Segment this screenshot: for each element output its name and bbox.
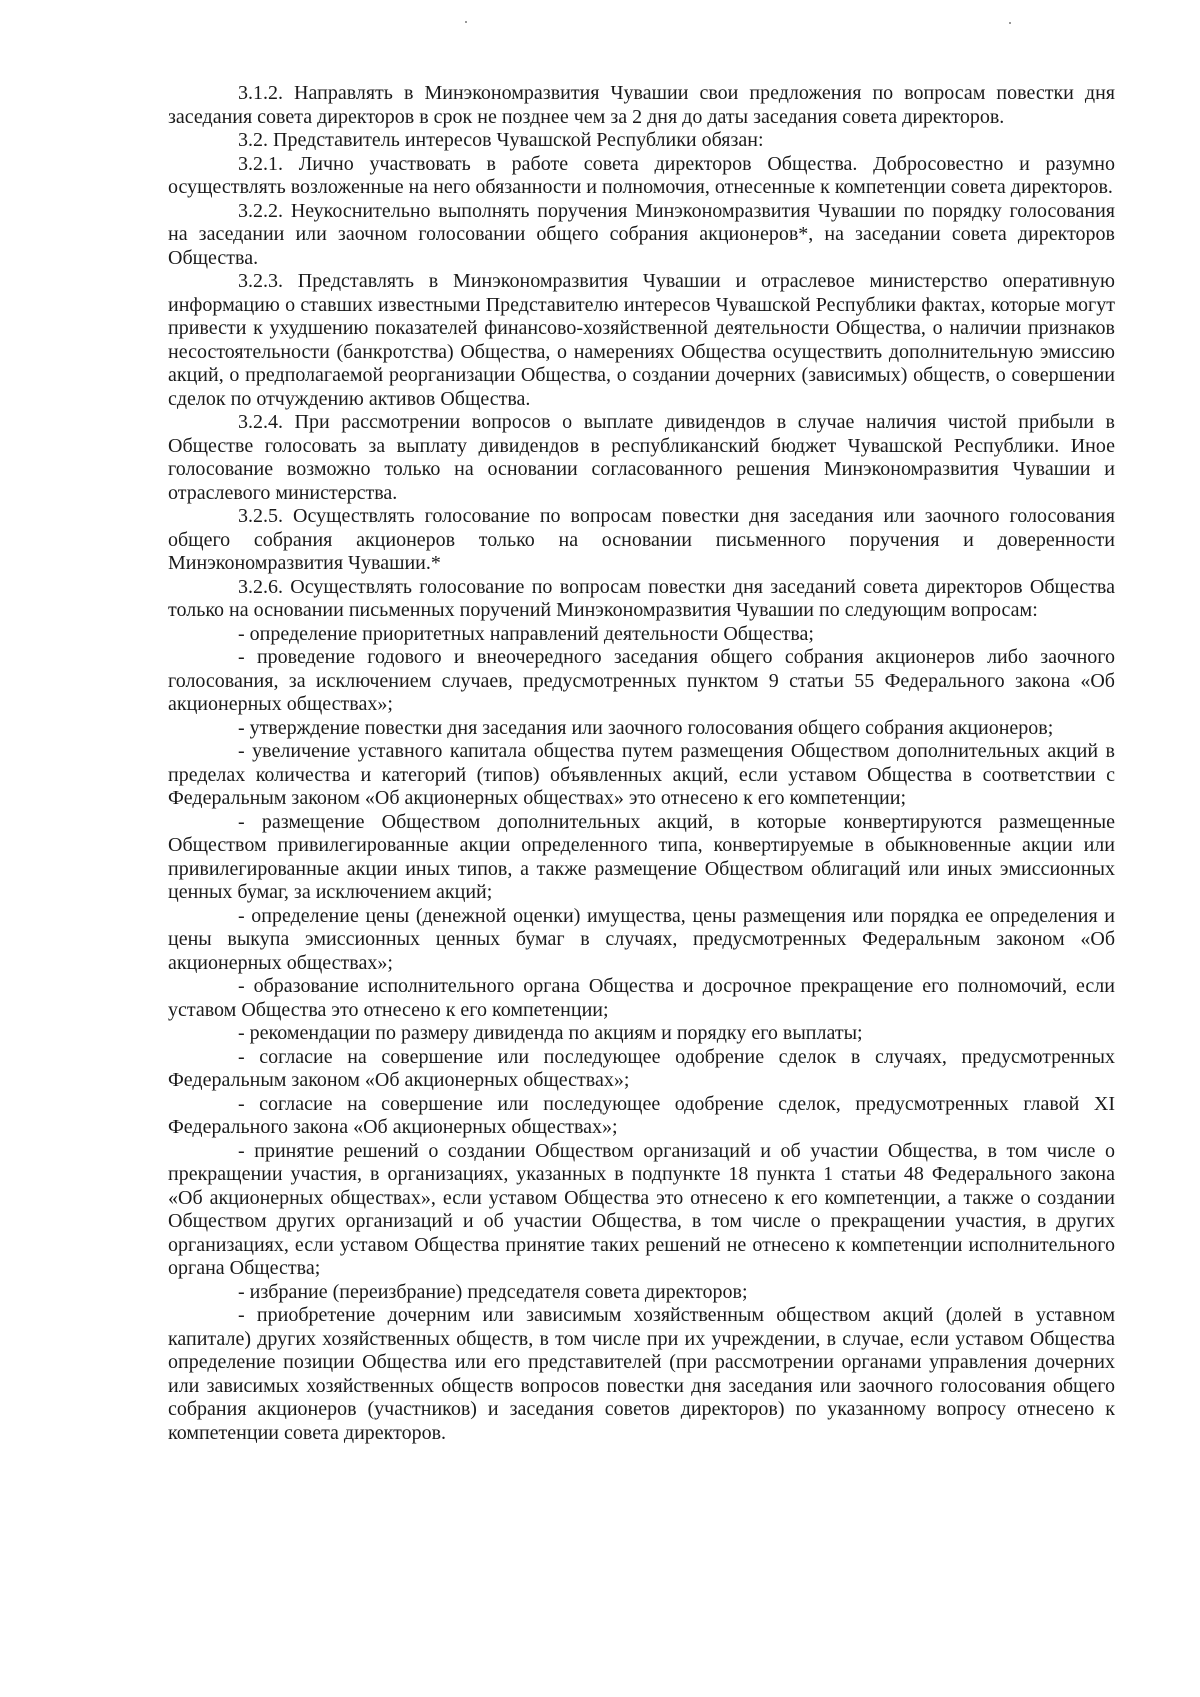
list-item: - согласие на совершение или последующее одобрение сделок в случаях, предусмотренных Федеральным законом «Об акционерных обществах»; bbox=[168, 1045, 1115, 1091]
list-item: - избрание (переизбрание) председателя совета директоров; bbox=[238, 1280, 748, 1303]
paragraph-3-2-4: 3.2.4. При рассмотрении вопросов о выплате дивидендов в случае наличия чистой прибыли в Обществе голосовать за выплату дивидендов в республиканский бюджет Чувашской Республики. Иное голосование возможно только на основании согласованного решения Минэкономразвития Чувашии и отраслевого министерства. bbox=[168, 411, 1115, 504]
scan-speck bbox=[465, 21, 467, 23]
document-page bbox=[168, 82, 1115, 1445]
list-item: - утверждение повестки дня заседания или заочного голосования общего собрания акционеров; bbox=[238, 716, 1054, 739]
list-item: - проведение годового и внеочередного заседания общего собрания акционеров либо заочного голосования, за исключением случаев, предусмотренных пунктом 9 статьи 55 Федерального закона «Об акционерных обществах»; bbox=[168, 646, 1115, 715]
list-item: - приобретение дочерним или зависимым хозяйственным обществом акций (долей в уставном капитале) других хозяйственных обществ, в том числе при их учреждении, в случае, если уставом Общества определение позиции Общества или его представителей (при рассмотрении органами управления дочерних или зависимых хозяйственных обществ вопросов повестки дня заседания или заочного голосования общего собрания акционеров (участников) и заседания советов директоров) по указанному вопросу отнесено к компетенции совета директоров. bbox=[168, 1304, 1115, 1444]
list-item: - рекомендации по размеру дивиденда по акциям и порядку его выплаты; bbox=[238, 1022, 863, 1044]
paragraph-3-1-2: 3.1.2. Направлять в Минэкономразвития Чувашии свои предложения по вопросам повестки дня заседания совета директоров в срок не позднее чем за 2 дня до даты заседания совета директоров. bbox=[168, 82, 1115, 128]
list-item: - определение цены (денежной оценки) имущества, цены размещения или порядка ее определения и цены выкупа эмиссионных ценных бумаг в случаях, предусмотренных Федеральным законом «Об акционерных обществах»; bbox=[168, 904, 1115, 974]
paragraph-3-2-3: 3.2.3. Представлять в Минэкономразвития Чувашии и отраслевое министерство оперативную информацию о ставших известными Представителю интересов Чувашской Республики фактах, которые могут привести к ухудшению показателей финансово-хозяйственной деятельности Общества, о наличии признаков несостоятельности (банкротства) Общества, о намерениях Общества осуществить дополнительную эмиссию акций, о предполагаемой реорганизации Общества, о создании дочерних (зависимых) обществ, о совершении сделок по отчуждению активов Общества. bbox=[168, 270, 1115, 410]
list-item: - образование исполнительного органа Общества и досрочное прекращение его полномочий, если уставом Общества это отнесено к его компетенции; bbox=[168, 975, 1115, 1021]
list-item: - размещение Обществом дополнительных акций, в которые конвертируются размещенные Обществом привилегированные акции определенного типа, конвертируемые в обыкновенные акции или привилегированные акции иных типов, а также размещение Обществом облигаций или иных эмиссионных ценных бумаг, за исключением акций; bbox=[168, 810, 1115, 903]
paragraph-3-2-1: 3.2.1. Лично участвовать в работе совета директоров Общества. Добросовестно и разумно осуществлять возложенные на него обязанности и полномочия, отнесенные к компетенции совета директоров. bbox=[168, 152, 1115, 198]
list-item: - принятие решений о создании Обществом организаций и об участии Общества, в том числе о прекращении участия, в организациях, указанных в подпункте 18 пункта 1 статьи 48 Федерального закона «Об акционерных обществах», если уставом Общества это отнесено к его компетенции, а также о создании Обществом других организаций и об участии Общества, в том числе о прекращении участия, в других организациях, если уставом Общества принятие таких решений не отнесено к компетенции исполнительного органа Общества; bbox=[168, 1139, 1115, 1279]
scan-speck bbox=[1009, 22, 1011, 24]
list-item: - определение приоритетных направлений деятельности Общества; bbox=[238, 622, 814, 645]
paragraph-3-2-6: 3.2.6. Осуществлять голосование по вопросам повестки дня заседаний совета директоров Общества только на основании письменных поручений Минэкономразвития Чувашии по следующим вопросам: bbox=[168, 575, 1115, 621]
paragraph-3-2-5: 3.2.5. Осуществлять голосование по вопросам повестки дня заседания или заочного голосования общего собрания акционеров только на основании письменного поручения и доверенности Минэкономразвития Чувашии.* bbox=[168, 505, 1115, 574]
paragraph-3-2: 3.2. Представитель интересов Чувашской Республики обязан: bbox=[238, 129, 764, 151]
paragraph-3-2-2: 3.2.2. Неукоснительно выполнять поручения Минэкономразвития Чувашии по порядку голосования на заседании или заочном голосовании общего собрания акционеров*, на заседании совета директоров Общества. bbox=[168, 199, 1115, 269]
list-item: - согласие на совершение или последующее одобрение сделок, предусмотренных главой XI Федерального закона «Об акционерных обществах»; bbox=[168, 1092, 1115, 1138]
list-item: - увеличение уставного капитала общества путем размещения Обществом дополнительных акций в пределах количества и категорий (типов) объявленных акций, если уставом Общества в соответствии с Федеральным законом «Об акционерных обществах» это отнесено к его компетенции; bbox=[168, 740, 1115, 809]
